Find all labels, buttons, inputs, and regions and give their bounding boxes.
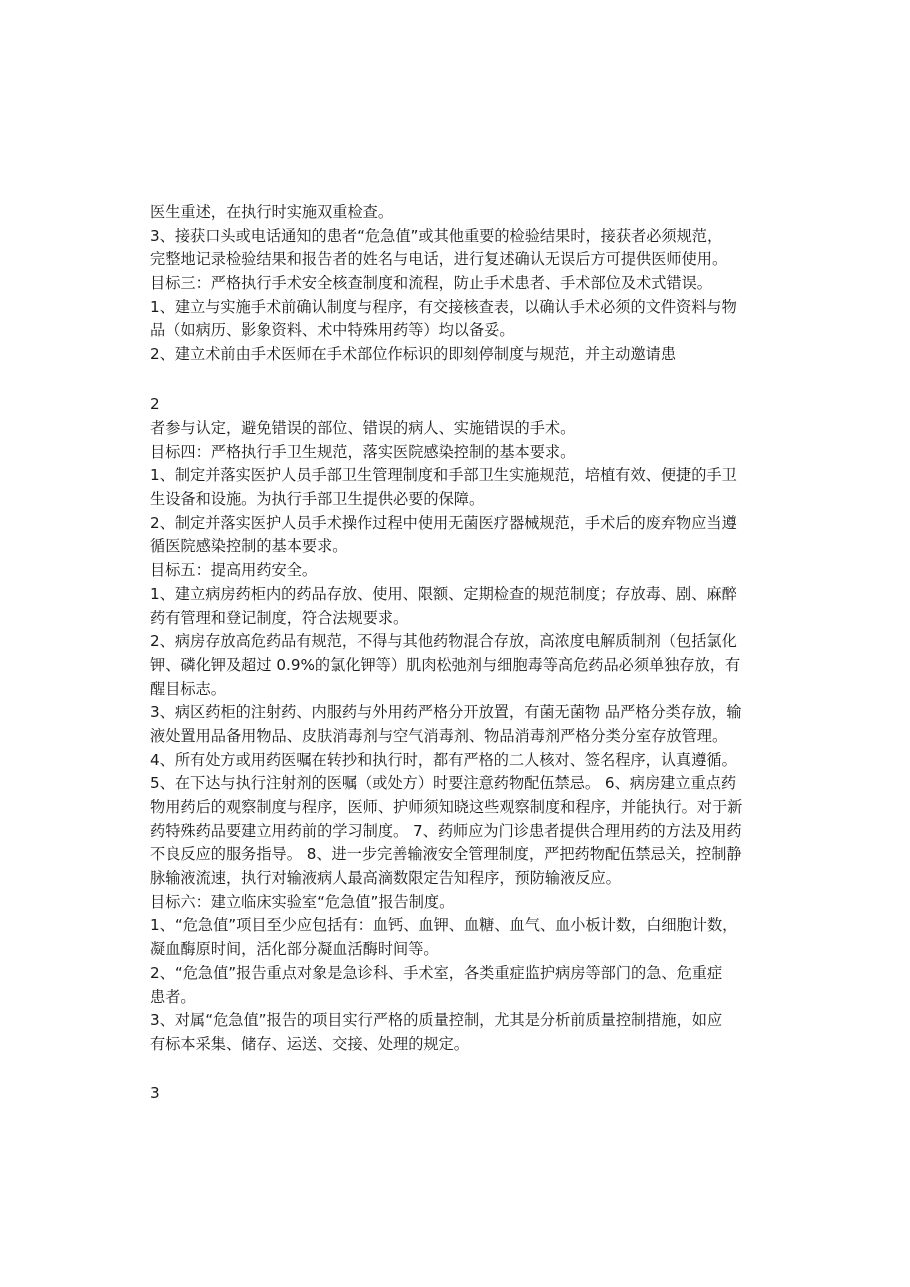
text-line: 1、制定并落实医护人员手部卫生管理制度和手部卫生实施规范，培植有效、便捷的手卫 [150,466,737,485]
text-line: 目标三：严格执行手术安全核查制度和流程，防止手术患者、手术部位及术式错误。 [150,274,712,293]
text-line: 凝血酶原时间，活化部分凝血活酶时间等。 [150,940,439,959]
text-line: 液处置用品备用物品、皮肤消毒剂与空气消毒剂、物品消毒剂严格分类分室存放管理。 [150,726,728,745]
text-line: 循医院感染控制的基本要求。 [150,537,348,556]
text-line: 2、建立术前由手术医师在手术部位作标识的即刻停制度与规范，并主动邀请患 [150,345,677,364]
text-line: 目标六：建立临床实验室“危急值”报告制度。 [150,892,455,911]
text-line: 1、建立病房药柜内的药品存放、使用、限额、定期检查的规范制度；存放毒、剧、麻醉 [150,584,737,603]
page-number: 3 [150,1084,160,1102]
text-line: 目标五：提高用药安全。 [150,561,318,580]
text-line: 脉输液流速，执行对输液病人最高滴数限定告知程序，预防输液反应。 [150,869,621,888]
text-line: 药有管理和登记制度，符合法规要求。 [150,608,409,627]
page-number: 2 [150,395,160,413]
text-line: 1、“危急值”项目至少应包括有：血钙、血钾、血糖、血气、血小板计数，白细胞计数， [150,916,738,935]
text-line: 3、病区药柜的注射药、内服药与外用药严格分开放置，有菌无菌物 品严格分类存放，输 [150,703,742,722]
text-line: 者参与认定，避免错误的部位、错误的病人、实施错误的手术。 [150,419,576,437]
text-block-top [150,201,790,367]
text-line: 5、在下达与执行注射剂的医嘱（或处方）时要注意药物配伍禁忌。 6、病房建立重点药 [150,774,737,793]
text-line: 2、制定并落实医护人员手术操作过程中使用无菌医疗器械规范，手术后的废弃物应当遵 [150,513,737,532]
text-line: 钾、磷化钾及超过 0.9%的氯化钾等）肌肉松弛剂与细胞毒等高危药品必须单独存放，有 [150,655,741,674]
text-line: 3、接获口头或电话通知的患者“危急值”或其他重要的检验结果时，接获者必须规范， [150,226,723,245]
text-line: 2、病房存放高危药品有规范，不得与其他药物混合存放，高浓度电解质制剂（包括氯化 [150,632,737,651]
text-line: 生设备和设施。为执行手部卫生提供必要的保障。 [150,490,485,509]
text-line: 不良反应的服务指导。 8、进一步完善输液安全管理制度，严把药物配伍禁忌关，控制静 [150,845,742,864]
text-line: 物用药后的观察制度与程序，医师、护师须知晓这些观察制度和程序，并能执行。对于新 [150,798,743,816]
text-line: 药特殊药品要建立用药前的学习制度。 7、药师应为门诊患者提供合理用药的方法及用药 [150,821,742,840]
text-line: 2、“危急值”报告重点对象是急诊科、手术室，各类重症监护病房等部门的急、危重症 [150,963,723,982]
text-line: 醒目标志。 [150,679,226,698]
text-line: 品（如病历、影象资料、术中特殊用药等）均以备妥。 [150,321,515,340]
text-block-bottom [150,417,790,1057]
text-line: 有标本采集、储存、运送、交接、处理的规定。 [150,1034,469,1053]
text-line: 4、所有处方或用药医嘱在转抄和执行时，都有严格的二人核对、签名程序，认真遵循。 [150,750,737,769]
text-line: 1、建立与实施手术前确认制度与程序，有交接核查表，以确认手术必须的文件资料与物 [150,297,737,316]
text-line: 目标四：严格执行手卫生规范，落实医院感染控制的基本要求。 [150,442,576,461]
text-line: 完整地记录检验结果和报告者的姓名与电话，进行复述确认无误后方可提供医师使用。 [150,250,728,269]
text-line: 医生重述，在执行时实施双重检查。 [150,203,393,221]
text-line: 3、对属“危急值”报告的项目实行严格的质量控制，尤其是分析前质量控制措施，如应 [150,1011,723,1030]
text-line: 患者。 [150,987,196,1006]
